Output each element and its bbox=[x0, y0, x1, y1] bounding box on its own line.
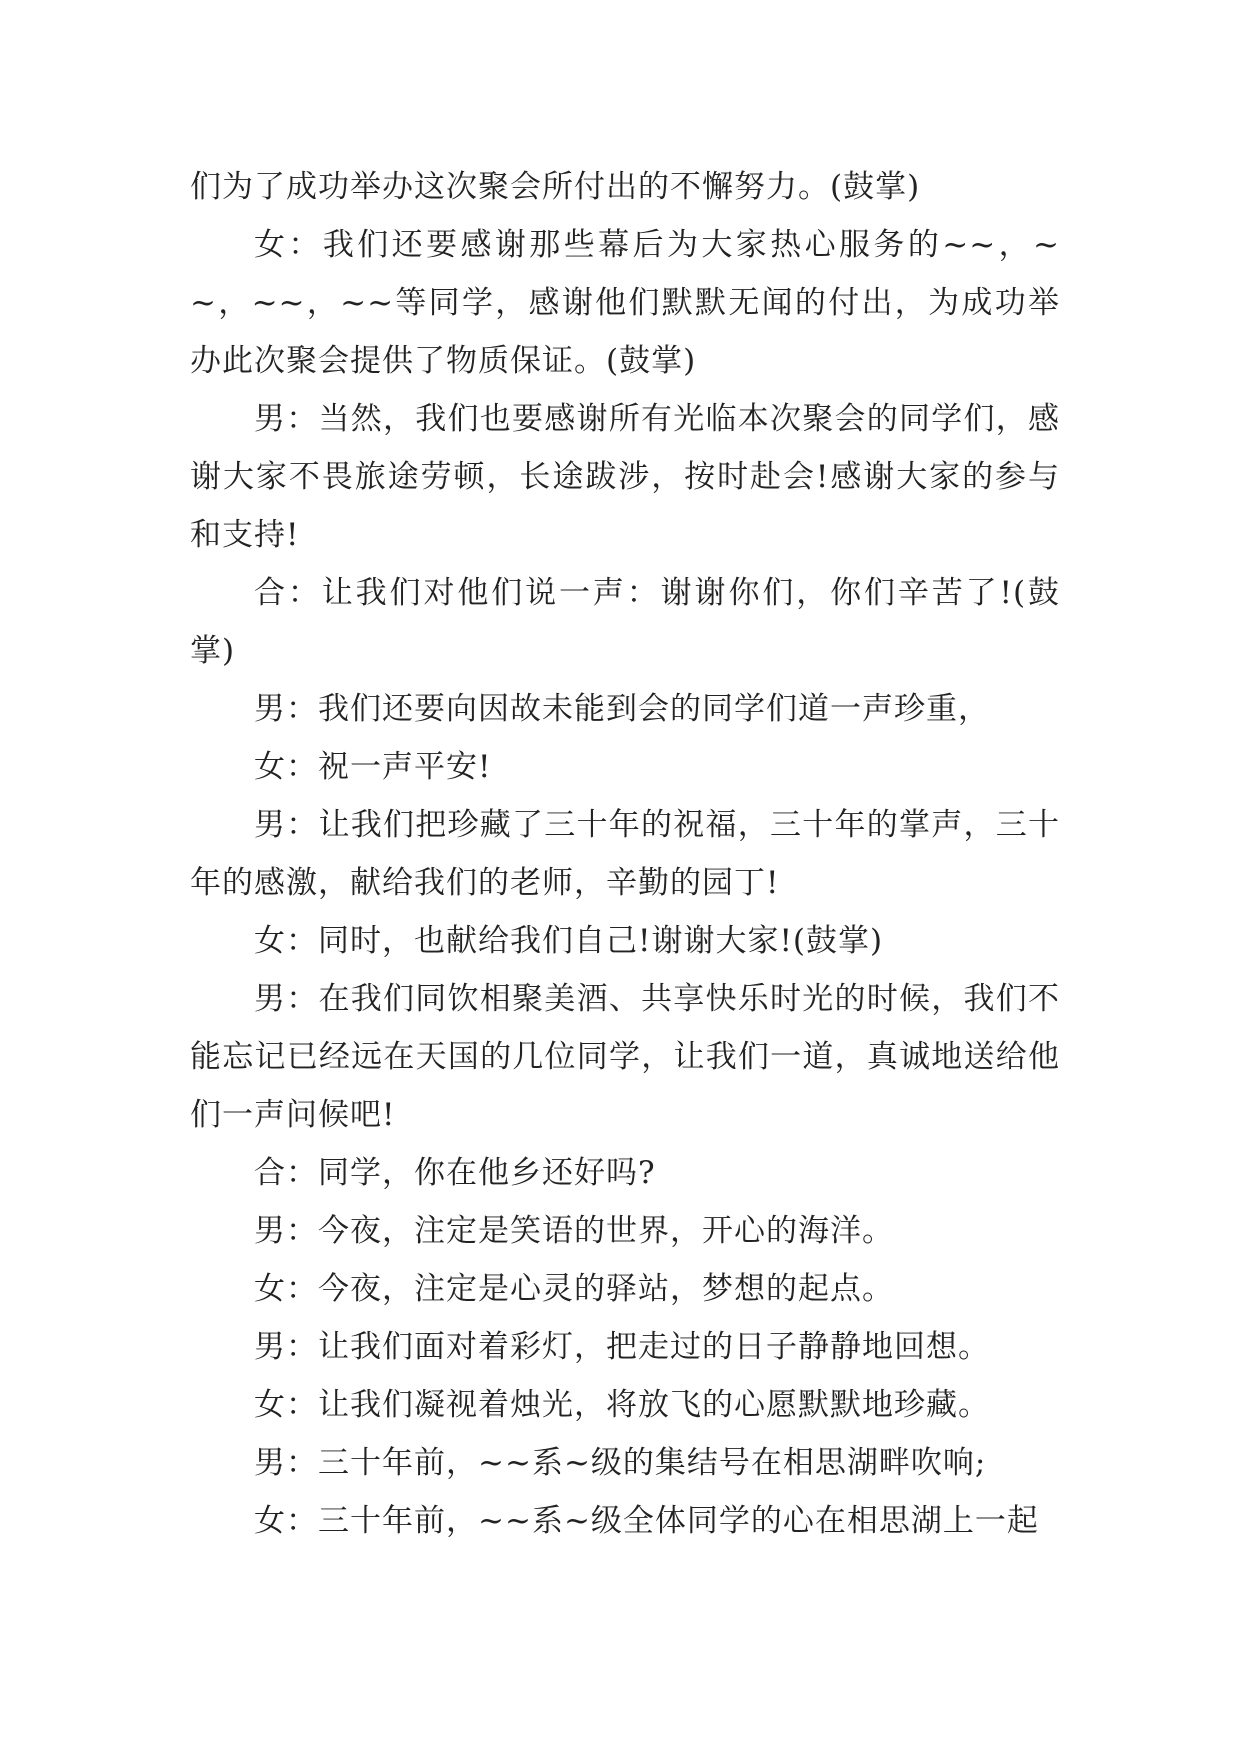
paragraph-male-gift-to-teachers: 男：让我们把珍藏了三十年的祝福，三十年的掌声，三十年的感激，献给我们的老师，辛勤的园丁! bbox=[190, 807, 1060, 901]
paragraph-male-remember-departed: 男：在我们同饮相聚美酒、共享快乐时光的时候，我们不能忘记已经远在天国的几位同学，让我们一道，真诚地送给他们一声问候吧! bbox=[190, 981, 1060, 1133]
paragraph-female-candlelight: 女：让我们凝视着烛光，将放飞的心愿默默地珍藏。 bbox=[254, 1387, 990, 1423]
paragraph-together-greeting: 合：同学，你在他乡还好吗? bbox=[254, 1155, 656, 1191]
document-page bbox=[190, 158, 1060, 1550]
paragraph-male-lanterns: 男：让我们面对着彩灯，把走过的日子静静地回想。 bbox=[254, 1329, 990, 1365]
paragraph-female-thirty-years-ago: 女：三十年前，~~系~级全体同学的心在相思湖上一起 bbox=[254, 1503, 1039, 1539]
paragraph-female-gift-to-ourselves: 女：同时，也献给我们自己!谢谢大家!(鼓掌) bbox=[254, 923, 884, 959]
paragraph-male-absent-classmates: 男：我们还要向因故未能到会的同学们道一声珍重， bbox=[254, 691, 990, 727]
paragraph-male-thirty-years-ago: 男：三十年前，~~系~级的集结号在相思湖畔吹响; bbox=[254, 1445, 987, 1481]
paragraph-continuation: 们为了成功举办这次聚会所付出的不懈努力。(鼓掌) bbox=[190, 169, 921, 205]
paragraph-together-thank-you: 合：让我们对他们说一声：谢谢你们，你们辛苦了!(鼓掌) bbox=[190, 575, 1060, 669]
paragraph-female-tonight-dreams: 女：今夜，注定是心灵的驿站，梦想的起点。 bbox=[254, 1271, 894, 1307]
paragraph-male-thanks-attendees: 男：当然，我们也要感谢所有光临本次聚会的同学们，感谢大家不畏旅途劳顿，长途跋涉，按时赴会!感谢大家的参与和支持! bbox=[190, 401, 1060, 553]
paragraph-female-peace: 女：祝一声平安! bbox=[254, 749, 492, 785]
paragraph-male-tonight-laughter: 男：今夜，注定是笑语的世界，开心的海洋。 bbox=[254, 1213, 894, 1249]
paragraph-female-thanks-helpers: 女：我们还要感谢那些幕后为大家热心服务的~~，~~，~~，~~等同学，感谢他们默默无闻的付出，为成功举办此次聚会提供了物质保证。(鼓掌) bbox=[190, 227, 1060, 379]
